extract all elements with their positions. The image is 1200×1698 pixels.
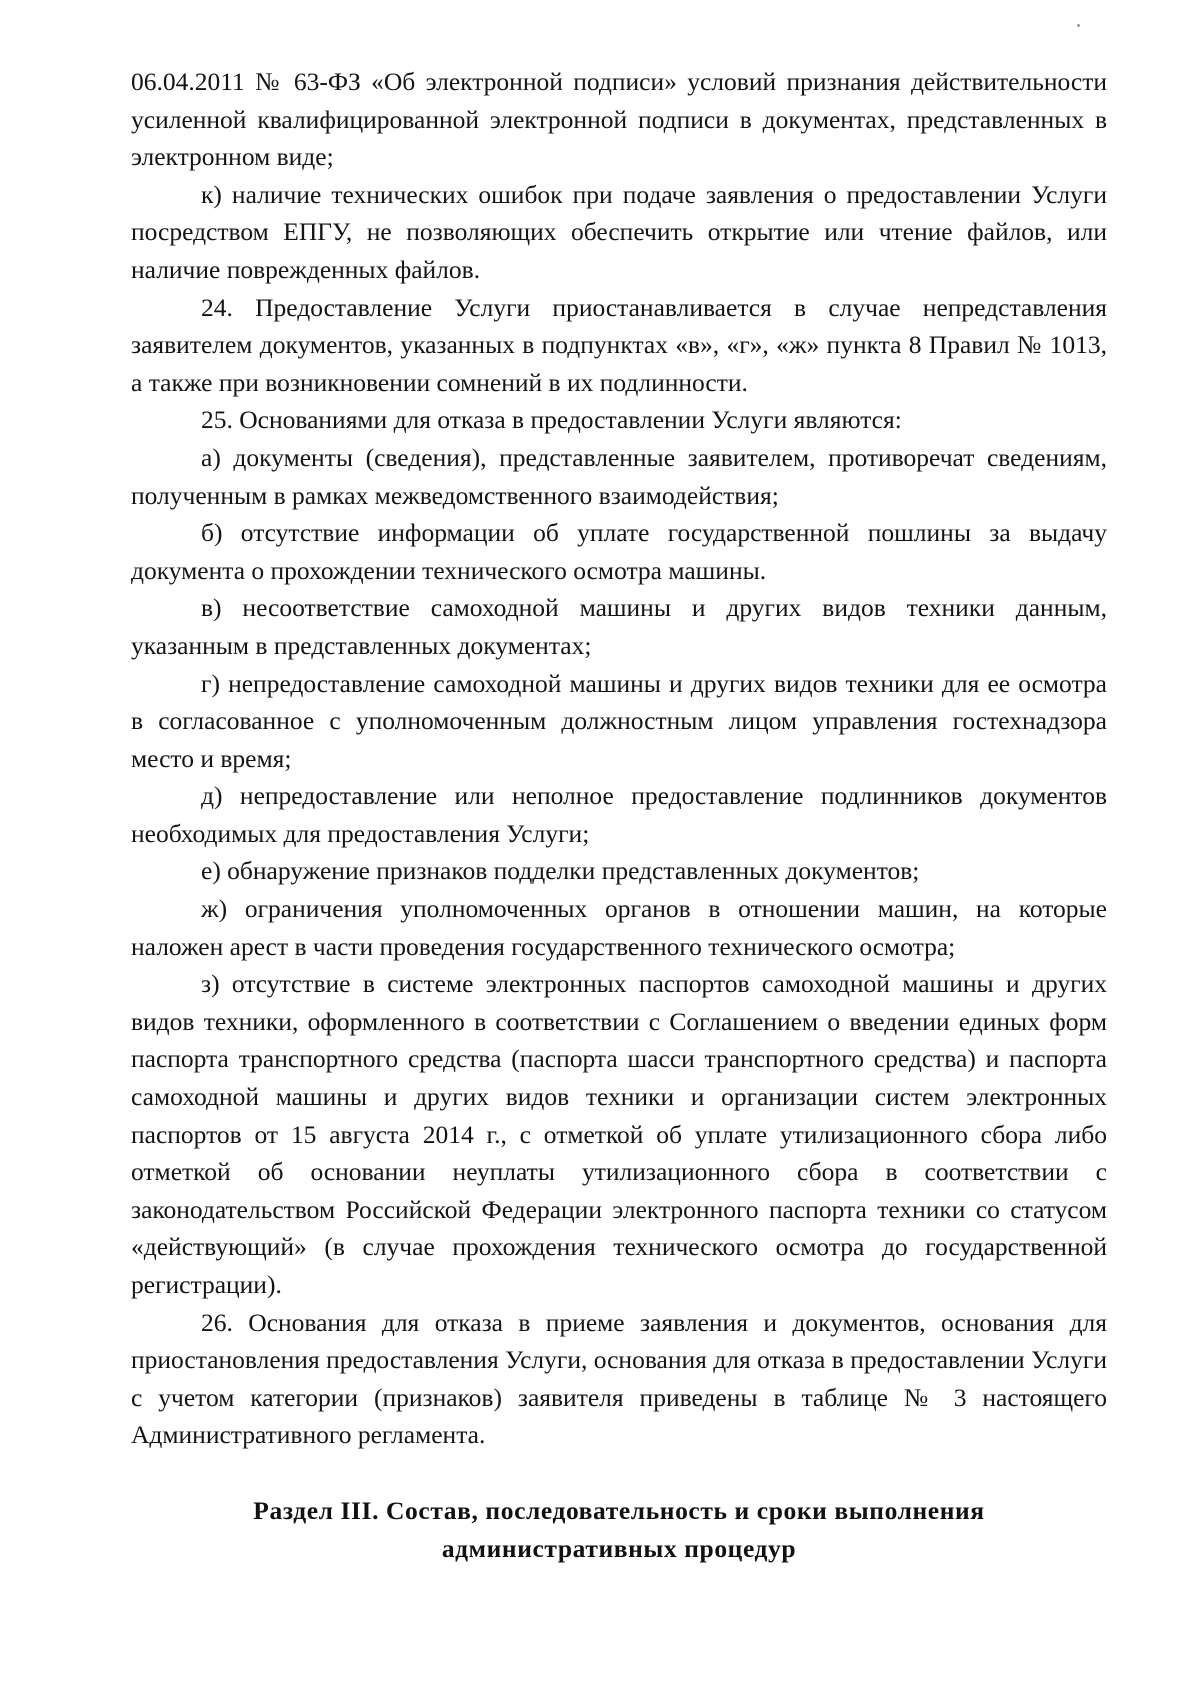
paragraph-clause-25: 25. Основаниями для отказа в предоставлении Услуги являются:: [201, 405, 902, 435]
paragraph-clause-24: 24. Предоставление Услуги приостанавливается в случае непредставления заявителем документов, указанных в подпунктах «в», «г», «ж» пункта 8 Правил № 1013, а также при возникновении сомнений в их подлинности.: [131, 292, 1107, 397]
body-text: [131, 63, 1107, 1454]
paragraph-item-d: д) непредоставление или неполное предоставление подлинников документов необходимых для предоставления Услуги;: [131, 781, 1107, 848]
paragraph-item-k: к) наличие технических ошибок при подаче заявления о предоставлении Услуги посредством ЕПГУ, не позволяющих обеспечить открытие или чтение файлов, или наличие поврежденных файлов.: [131, 179, 1107, 284]
paragraph-item-a: а) документы (сведения), представленные заявителем, противоречат сведениям, полученным в рамках межведомственного взаимодействия;: [131, 442, 1107, 510]
paragraph-item-b: б) отсутствие информации об уплате государственной пошлины за выдачу документа о прохождении технического осмотра машины.: [131, 518, 1107, 585]
section-heading-line-2: административных процедур: [441, 1534, 797, 1563]
paragraph-item-e: е) обнаружение признаков подделки представленных документов;: [201, 856, 920, 886]
paragraph-intro: 06.04.2011 № 63-ФЗ «Об электронной подписи» условий признания действительности усиленной квалифицированной электронной подписи в документах, представленных в электронном виде;: [131, 67, 1107, 172]
paragraph-item-zh: ж) ограничения уполномоченных органов в отношении машин, на которые наложен арест в части проведения государственного технического осмотра;: [131, 894, 1107, 961]
paragraph-clause-26: 26. Основания для отказа в приеме заявления и документов, основания для приостановления предоставления Услуги, основания для отказа в предоставлении Услуги с учетом категории (признаков) заявителя приведены в таблице № 3 настоящего Административного регламента.: [131, 1307, 1107, 1450]
section-heading-line-1: Раздел III. Состав, последовательность и сроки выполнения: [253, 1496, 985, 1525]
paragraph-item-z: з) отсутствие в системе электронных паспортов самоходной машины и других видов техники, оформленного в соответствии с Соглашением о введении единых форм паспорта транспортного средства (паспорта шасси транспортного средства) и паспорта самоходной машины и других видов техники и организации систем электронных паспортов от 15 августа 2014 г., с отметкой об уплате утилизационного сбора либо отметкой об основании неуплаты утилизационного сбора в соответствии с законодательством Российской Федерации электронного паспорта техники со статусом «действующий» (в случае прохождения технического осмотра до государственной регистрации).: [131, 969, 1107, 1299]
paragraph-item-g: г) непредоставление самоходной машины и других видов техники для ее осмотра в согласованное с уполномоченным должностным лицом управления гостехнадзора место и время;: [131, 668, 1107, 773]
section-heading: [131, 1492, 1107, 1568]
paragraph-item-v: в) несоответствие самоходной машины и других видов техники данным, указанным в представленных документах;: [131, 593, 1107, 660]
scan-speck: [1077, 24, 1080, 27]
